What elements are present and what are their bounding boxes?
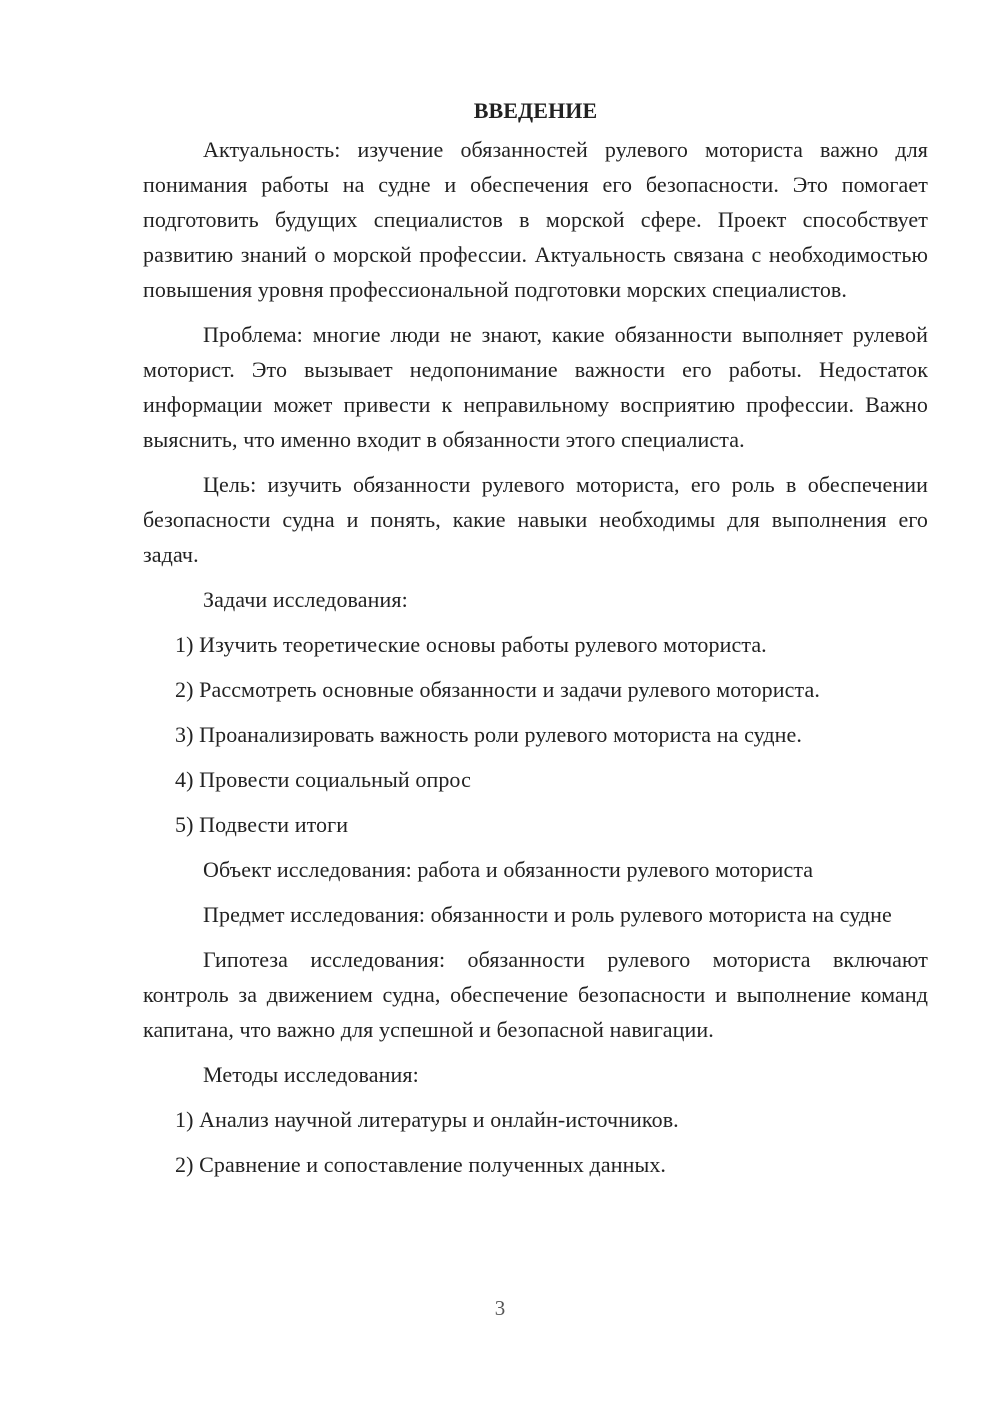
document-body [143, 96, 928, 1192]
method-item-2: 2) Сравнение и сопоставление полученных данных. [175, 1152, 667, 1177]
task-item-4: 4) Провести социальный опрос [175, 767, 471, 792]
task-item-5: 5) Подвести итоги [175, 812, 349, 837]
task-item-2: 2) Рассмотреть основные обязанности и задачи рулевого моториста. [175, 677, 820, 702]
problem-paragraph: Проблема: многие люди не знают, какие обязанности выполняет рулевой моторист. Это вызывает недопонимание важности его работы. Недостаток информации может привести к неправильному восприятию профессии. Важно выяснить, что именно входит в обязанности этого специалиста. [143, 322, 928, 452]
tasks-heading: Задачи исследования: [203, 587, 408, 612]
task-item-3: 3) Проанализировать важность роли рулевого моториста на судне. [175, 722, 803, 747]
relevance-paragraph: Актуальность: изучение обязанностей рулевого моториста важно для понимания работы на судне и обеспечения его безопасности. Это помогает подготовить будущих специалистов в морской сфере. Проект способствует развитию знаний о морской профессии. Актуальность связана с необходимостью повышения уровня профессиональной подготовки морских специалистов. [143, 137, 928, 302]
page-number: 3 [494, 1296, 506, 1320]
page-title: ВВЕДЕНИЕ [473, 98, 598, 123]
goal-paragraph: Цель: изучить обязанности рулевого моториста, его роль в обеспечении безопасности судна и понять, какие навыки необходимы для выполнения его задач. [143, 472, 928, 567]
task-item-1: 1) Изучить теоретические основы работы рулевого моториста. [175, 632, 767, 657]
research-object: Объект исследования: работа и обязанности рулевого моториста [203, 857, 814, 882]
research-hypothesis: Гипотеза исследования: обязанности рулевого моториста включают контроль за движением судна, обеспечение безопасности и выполнение команд капитана, что важно для успешной и безопасной навигации. [143, 947, 928, 1042]
method-item-1: 1) Анализ научной литературы и онлайн-источников. [175, 1107, 679, 1132]
methods-heading: Методы исследования: [203, 1062, 419, 1087]
research-subject: Предмет исследования: обязанности и роль рулевого моториста на судне [203, 902, 892, 927]
